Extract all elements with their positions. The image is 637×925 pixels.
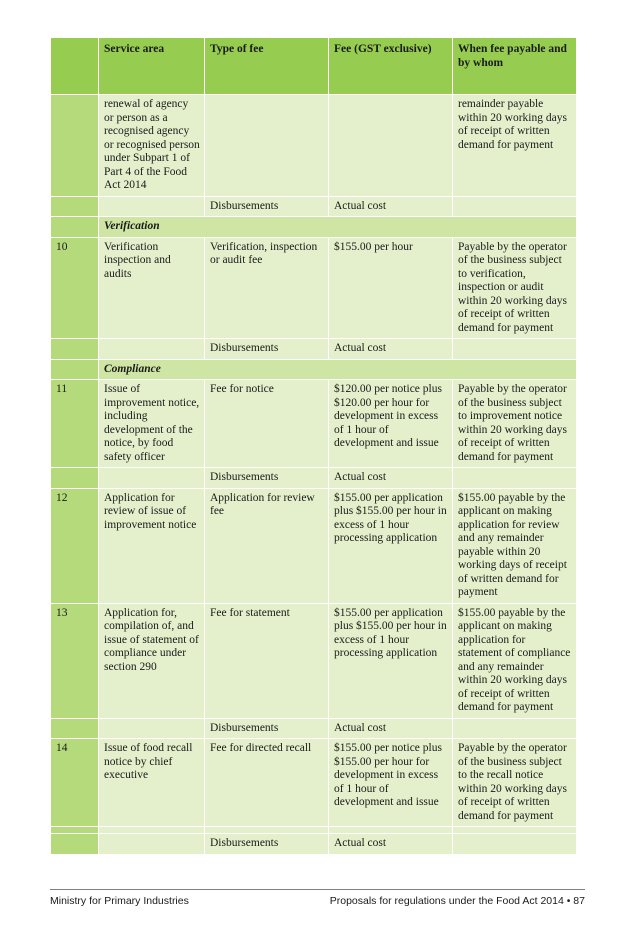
- cell-service-area: Verification inspection and audits: [99, 237, 205, 339]
- cell-when-payable: [453, 827, 577, 834]
- table-row: [51, 827, 577, 834]
- cell-service-area: [99, 468, 205, 489]
- cell-type-of-fee: Disbursements: [205, 718, 329, 739]
- header-number: [51, 38, 99, 95]
- table-row: [51, 339, 577, 360]
- cell-number: [51, 827, 99, 834]
- cell-when-payable: $155.00 payable by the applicant on making application for review and any remainder payable within 20 working days of receipt of written demand for payment: [453, 488, 577, 603]
- cell-number: [51, 339, 99, 360]
- table-row: [51, 718, 577, 739]
- cell-type-of-fee: Disbursements: [205, 468, 329, 489]
- cell-number: 12: [51, 488, 99, 603]
- cell-number: 11: [51, 380, 99, 468]
- table-row: [51, 237, 577, 339]
- footer-rule: [50, 889, 585, 890]
- cell-when-payable: remainder payable within 20 working days of receipt of written demand for payment: [453, 95, 577, 197]
- cell-type-of-fee: Application for review fee: [205, 488, 329, 603]
- cell-service-area: [99, 827, 205, 834]
- cell-type-of-fee: Disbursements: [205, 339, 329, 360]
- cell-fee: $155.00 per notice plus $155.00 per hour for development in excess of 1 hour of development and issue: [329, 739, 453, 827]
- cell-type-of-fee: [205, 827, 329, 834]
- table-row: [51, 95, 577, 197]
- cell-number: [51, 95, 99, 197]
- cell-when-payable: [453, 339, 577, 360]
- section-title: Verification: [99, 217, 577, 238]
- cell-type-of-fee: Fee for directed recall: [205, 739, 329, 827]
- cell-fee: Actual cost: [329, 718, 453, 739]
- cell-fee: Actual cost: [329, 196, 453, 217]
- cell-service-area: [99, 834, 205, 855]
- cell-number: 14: [51, 739, 99, 827]
- cell-number: 10: [51, 237, 99, 339]
- cell-fee: Actual cost: [329, 339, 453, 360]
- section-row: [51, 217, 577, 238]
- section-title: Compliance: [99, 359, 577, 380]
- cell-when-payable: $155.00 payable by the applicant on making application for statement of compliance and any remainder within 20 working days of receipt of written demand for payment: [453, 603, 577, 718]
- cell-fee: $155.00 per application plus $155.00 per hour in excess of 1 hour processing application: [329, 603, 453, 718]
- table-row: [51, 834, 577, 855]
- table-row: [51, 488, 577, 603]
- header-type-of-fee: Type of fee: [205, 38, 329, 95]
- cell-number: 13: [51, 603, 99, 718]
- cell-when-payable: [453, 834, 577, 855]
- table-header-row: [51, 38, 577, 95]
- cell-fee: Actual cost: [329, 834, 453, 855]
- header-when-payable: When fee payable and by whom: [453, 38, 577, 95]
- cell-service-area: renewal of agency or person as a recognised agency or recognised person under Subpart 1 of Part 4 of the Food Act 2014: [99, 95, 205, 197]
- footer-left: Ministry for Primary Industries: [50, 895, 189, 907]
- cell-fee: $155.00 per application plus $155.00 per hour in excess of 1 hour processing application: [329, 488, 453, 603]
- cell-number: [51, 834, 99, 855]
- table-row: [51, 380, 577, 468]
- cell-service-area: [99, 718, 205, 739]
- cell-service-area: [99, 196, 205, 217]
- cell-number: [51, 468, 99, 489]
- cell-when-payable: Payable by the operator of the business subject to improvement notice within 20 working days of receipt of written demand for payment: [453, 380, 577, 468]
- cell-service-area: Issue of improvement notice, including development of the notice, by food safety officer: [99, 380, 205, 468]
- footer-right: Proposals for regulations under the Food Act 2014 • 87: [329, 895, 585, 907]
- cell-number: [51, 359, 99, 380]
- cell-type-of-fee: Verification, inspection or audit fee: [205, 237, 329, 339]
- header-service-area: Service area: [99, 38, 205, 95]
- table-body: [51, 95, 577, 855]
- cell-when-payable: Payable by the operator of the business subject to verification, inspection or audit within 20 working days of receipt of written demand for payment: [453, 237, 577, 339]
- table-row: [51, 739, 577, 827]
- cell-when-payable: [453, 718, 577, 739]
- cell-service-area: Application for, compilation of, and issue of statement of compliance under section 290: [99, 603, 205, 718]
- cell-number: [51, 217, 99, 238]
- header-fee: Fee (GST exclusive): [329, 38, 453, 95]
- table-row: [51, 603, 577, 718]
- cell-when-payable: [453, 468, 577, 489]
- cell-fee: [329, 827, 453, 834]
- cell-type-of-fee: Disbursements: [205, 196, 329, 217]
- cell-service-area: [99, 339, 205, 360]
- section-row: [51, 359, 577, 380]
- cell-fee: $155.00 per hour: [329, 237, 453, 339]
- table-row: [51, 196, 577, 217]
- cell-type-of-fee: Disbursements: [205, 834, 329, 855]
- cell-type-of-fee: [205, 95, 329, 197]
- cell-when-payable: [453, 196, 577, 217]
- cell-service-area: Issue of food recall notice by chief executive: [99, 739, 205, 827]
- cell-fee: $120.00 per notice plus $120.00 per hour for development in excess of 1 hour of development and issue: [329, 380, 453, 468]
- cell-type-of-fee: Fee for notice: [205, 380, 329, 468]
- table-row: [51, 468, 577, 489]
- cell-fee: Actual cost: [329, 468, 453, 489]
- cell-number: [51, 718, 99, 739]
- cell-type-of-fee: Fee for statement: [205, 603, 329, 718]
- cell-fee: [329, 95, 453, 197]
- cell-when-payable: Payable by the operator of the business subject to the recall notice within 20 working days of receipt of written demand for payment: [453, 739, 577, 827]
- cell-service-area: Application for review of issue of improvement notice: [99, 488, 205, 603]
- fees-table: [50, 37, 577, 855]
- cell-number: [51, 196, 99, 217]
